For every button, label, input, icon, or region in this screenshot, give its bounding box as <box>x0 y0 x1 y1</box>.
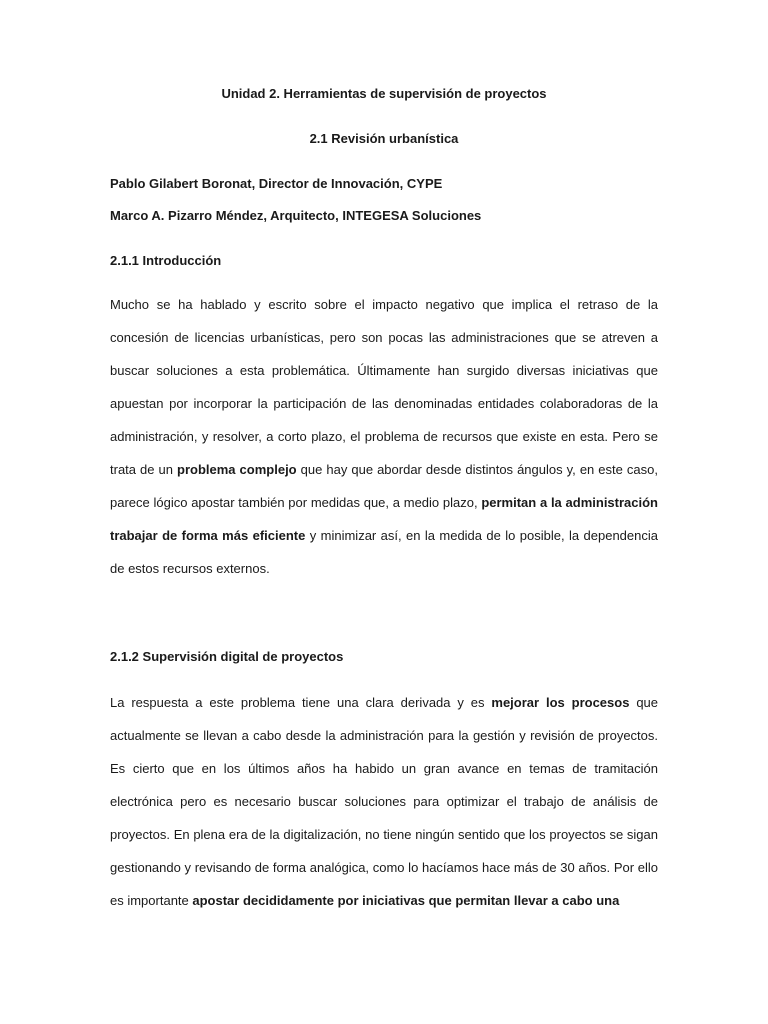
section-title: 2.1 Revisión urbanística <box>309 131 459 146</box>
section-heading-introduccion: 2.1.1 Introducción <box>110 253 222 268</box>
bold-text-run: permitan a la administración trabajar de forma más eficiente <box>110 495 658 543</box>
bold-text-run: apostar decididamente por iniciativas que permitan llevar a cabo una <box>192 893 620 908</box>
text-run: que actualmente se llevan a cabo desde la administración para la gestión y revisión de proyectos. Es cierto que en los últimos años ha habido un gran avance en temas de tramitación electrónica pero es necesario buscar soluciones para optimizar el trabajo de análisis de proyectos. En plena era de la digitalización, no tiene ningún sentido que los proyectos se sigan gestionando y revisando de forma analógica, como lo hacíamos hace más de 30 años. Por ello es importante <box>110 695 659 908</box>
paragraph-supervision <box>110 686 658 917</box>
section-heading-supervision: 2.1.2 Supervisión digital de proyectos <box>110 649 344 664</box>
author-1: Pablo Gilabert Boronat, Director de Innovación, CYPE <box>110 176 443 191</box>
text-run: que hay que abordar desde distintos ángulos y, en este caso, parece lógico apostar también por medidas que, a medio plazo, <box>110 462 658 510</box>
paragraph-introduccion <box>110 288 658 585</box>
author-2: Marco A. Pizarro Méndez, Arquitecto, INTEGESA Soluciones <box>110 208 482 223</box>
text-run: La respuesta a este problema tiene una clara derivada y es <box>110 695 492 710</box>
bold-text-run: mejorar los procesos <box>491 695 630 710</box>
bold-text-run: problema complejo <box>177 462 297 477</box>
unit-title: Unidad 2. Herramientas de supervisión de proyectos <box>221 86 547 101</box>
text-run: y minimizar así, en la medida de lo posible, la dependencia de estos recursos externos. <box>110 528 658 576</box>
text-run: Mucho se ha hablado y escrito sobre el impacto negativo que implica el retraso de la concesión de licencias urbanísticas, pero son pocas las administraciones que se atreven a buscar soluciones a esta problemática. Últimamente han surgido diversas iniciativas que apuestan por incorporar la participación de las denominadas entidades colaboradoras de la administración, y resolver, a corto plazo, el problema de recursos que existe en esta. Pero se trata de un <box>110 297 658 477</box>
